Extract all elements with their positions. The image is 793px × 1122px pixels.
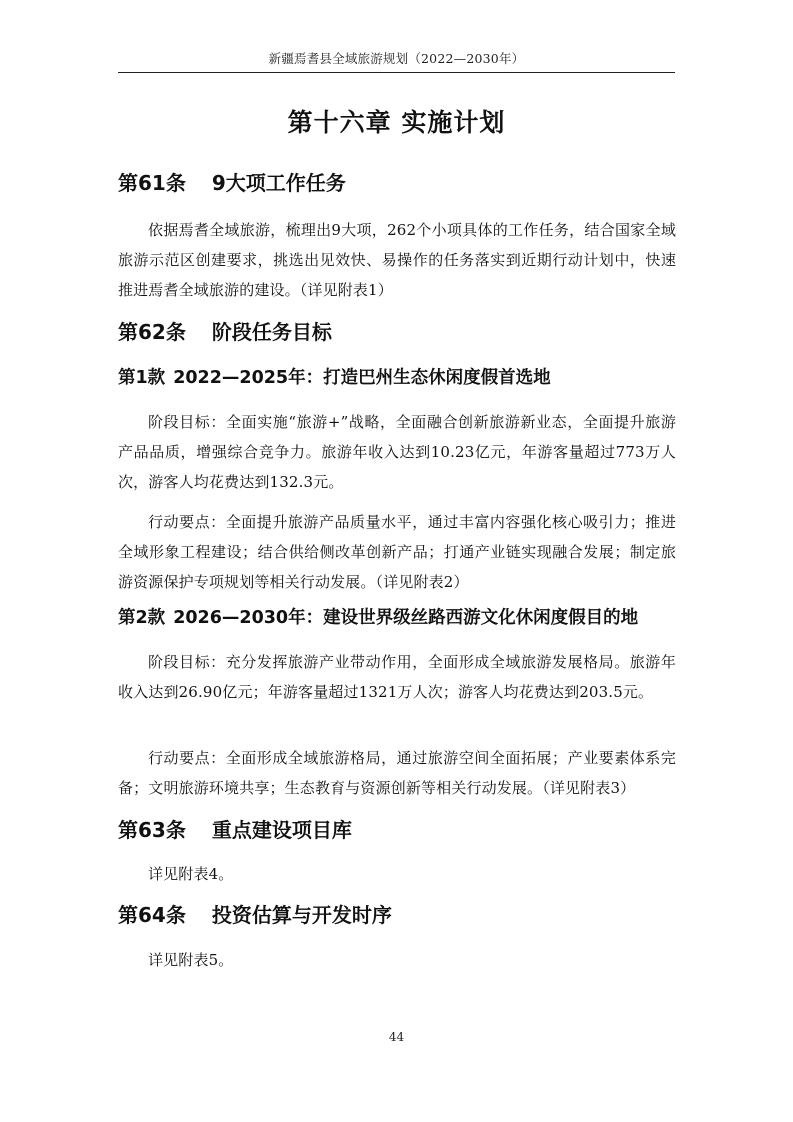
article-64-number: 第64条 bbox=[118, 903, 186, 927]
article-61-number: 第61条 bbox=[118, 171, 186, 195]
article-62-number: 第62条 bbox=[118, 320, 186, 344]
article-61-paragraph: 依据焉耆全域旅游，梳理出9大项，262个小项具体的工作任务，结合国家全域旅游示范区创建要求，挑选出见效快、易操作的任务落实到近期行动计划中，快速推进焉耆全域旅游的建设。（详见附表1） bbox=[118, 221, 676, 299]
clause-2-actions: 行动要点：全面形成全域旅游格局，通过旅游空间全面拓展；产业要素体系完备；文明旅游环境共享；生态教育与资源创新等相关行动发展。（详见附表3） bbox=[118, 749, 676, 797]
clause-1-actions: 行动要点：全面提升旅游产品质量水平，通过丰富内容强化核心吸引力；推进全域形象工程建设；结合供给侧改革创新产品；打通产业链实现融合发展；制定旅游资源保护专项规划等相关行动发展。（详见附表2） bbox=[118, 513, 676, 591]
article-61-title: 9大项工作任务 bbox=[211, 171, 346, 195]
clause-1-heading bbox=[118, 364, 551, 389]
clause-1-title: 2022—2025年：打造巴州生态休闲度假首选地 bbox=[173, 368, 551, 388]
article-61-heading bbox=[118, 167, 346, 196]
clause-1-number: 第1款 bbox=[118, 368, 166, 388]
clause-2-number: 第2款 bbox=[118, 608, 166, 628]
clause-2-goal: 阶段目标：充分发挥旅游产业带动作用，全面形成全域旅游发展格局。旅游年收入达到26.90亿元；年游客量超过1321万人次；游客人均花费达到203.5元。 bbox=[118, 653, 676, 701]
clause-2-heading bbox=[118, 604, 638, 629]
article-63-number: 第63条 bbox=[118, 818, 186, 842]
header-divider bbox=[118, 72, 675, 73]
running-header: 新疆焉耆县全域旅游规划（2022—2030年） bbox=[268, 51, 525, 66]
article-64-paragraph: 详见附表5。 bbox=[148, 951, 234, 969]
chapter-title: 第十六章 实施计划 bbox=[287, 108, 506, 137]
article-63-heading bbox=[118, 814, 352, 843]
clause-2-title: 2026—2030年：建设世界级丝路西游文化休闲度假目的地 bbox=[173, 608, 639, 628]
article-63-title: 重点建设项目库 bbox=[211, 818, 352, 842]
article-63-paragraph: 详见附表4。 bbox=[148, 865, 234, 883]
page-number: 44 bbox=[388, 1030, 405, 1044]
article-62-heading bbox=[118, 316, 332, 345]
article-64-heading bbox=[118, 899, 392, 928]
article-64-title: 投资估算与开发时序 bbox=[211, 903, 392, 927]
article-62-title: 阶段任务目标 bbox=[211, 320, 332, 344]
clause-1-goal: 阶段目标：全面实施“旅游+”战略，全面融合创新旅游新业态，全面提升旅游产品品质，增强综合竞争力。旅游年收入达到10.23亿元，年游客量超过773万人次，游客人均花费达到132.3元。 bbox=[118, 413, 676, 491]
